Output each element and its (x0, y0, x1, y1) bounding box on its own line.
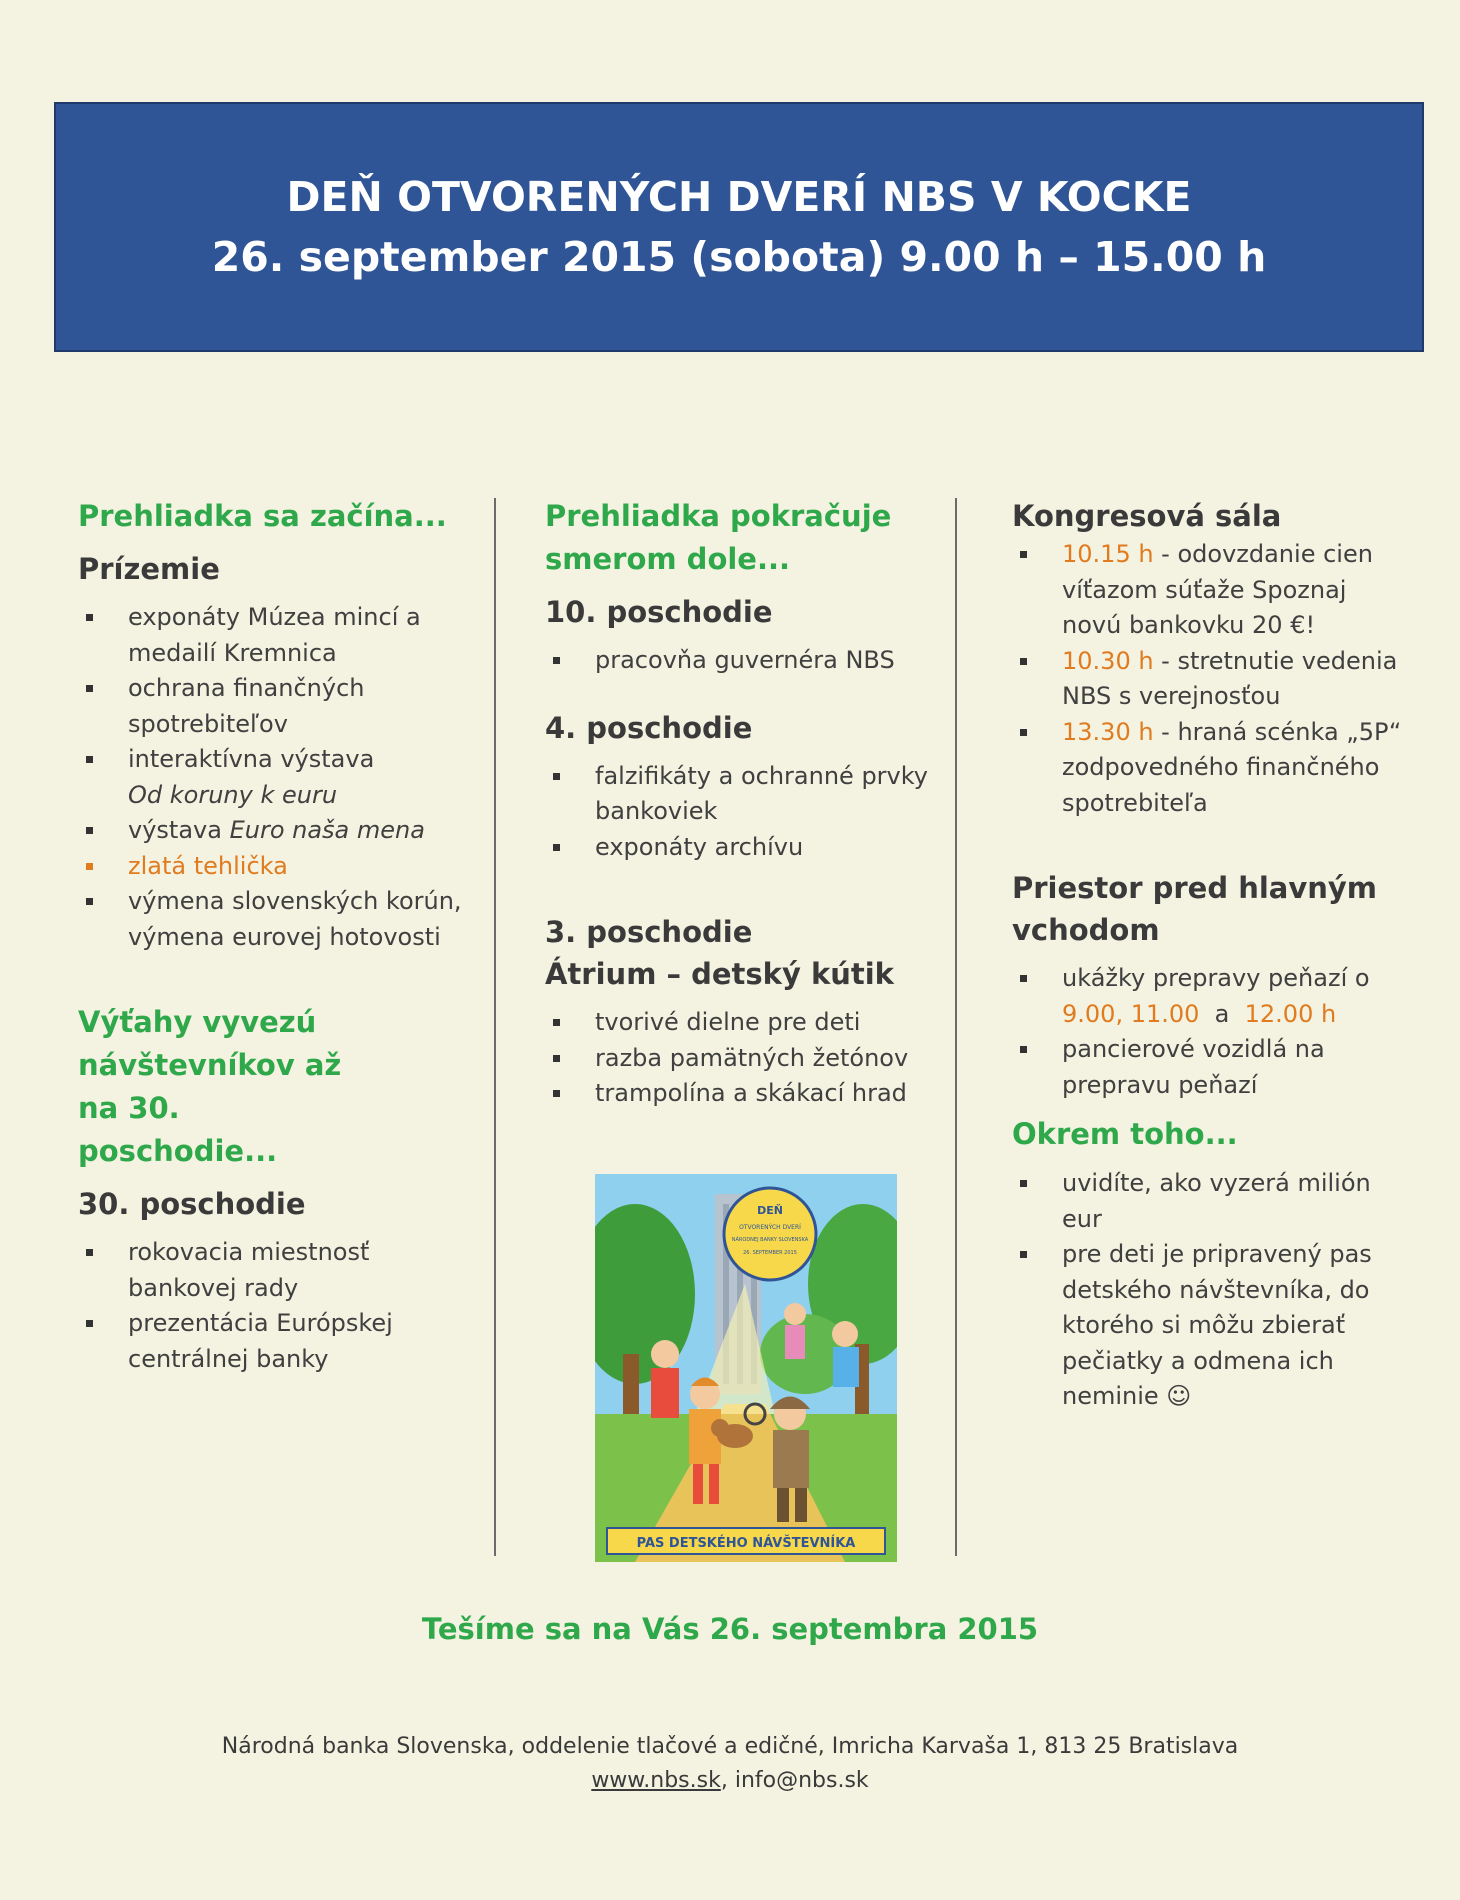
extras-list (1012, 1166, 1412, 1415)
floor-4-heading: 4. poschodie (545, 710, 753, 745)
column-upper-floors (545, 495, 945, 1112)
passport-label: PAS DETSKÉHO NÁVŠTEVNÍKA (636, 1536, 856, 1551)
column-congress-hall (1012, 495, 1412, 1415)
list-item: pre deti je pripravený pas detského návštevníka, do ktorého si môžu zbierať pečiatky a odmena ich neminie ☺ (1012, 1237, 1412, 1415)
floor-3-list (545, 1005, 945, 1112)
footer-address: Národná banka Slovenska, oddelenie tlačové a edičné, Imricha Karvaša 1, 813 25 Bratislava (221, 1734, 1239, 1759)
badge-line-3: NÁRODNEJ BANKY SLOVENSKA (731, 1237, 809, 1243)
ground-floor-heading: Prízemie (78, 552, 220, 586)
passport-illustration-art (595, 1174, 897, 1562)
list-item: výmena slovenských korún, výmena eurovej hotovosti (78, 884, 478, 955)
time-label: 13.30 h (1062, 717, 1154, 746)
badge-line-2: OTVORENÝCH DVERÍ (739, 1224, 801, 1231)
atrium-heading: Átrium – detský kútik (545, 957, 894, 991)
column-divider-1 (494, 498, 496, 1556)
tour-continue-heading: Prehliadka pokračuje smerom dole... (545, 499, 892, 576)
ground-floor-list (78, 600, 478, 955)
time-label: 10.15 h (1062, 540, 1154, 568)
floor-3-heading: 3. poschodie (545, 915, 753, 949)
badge-line-1: DEŇ (757, 1204, 783, 1217)
lift-heading: Výťahy vyvezú návštevníkov až na 30. poschodie... (78, 1005, 342, 1168)
closing-message: Tešíme sa na Vás 26. septembra 2015 (421, 1612, 1039, 1646)
floor-10-list (545, 643, 945, 679)
list-item: trampolína a skákací hrad (545, 1076, 945, 1112)
list-item: výstava Euro naša mena (78, 813, 478, 849)
email-address[interactable]: info@nbs.sk (734, 1768, 869, 1793)
list-item: razba pamätných žetónov (545, 1041, 945, 1077)
list-item: falzifikáty a ochranné prvky bankoviek (545, 759, 945, 830)
list-item: pancierové vozidlá na prepravu peňazí (1012, 1032, 1412, 1103)
list-item-highlight: zlatá tehlička (78, 849, 478, 885)
list-item: 13.30 h - hraná scénka „5P“ zodpovedného finančného spotrebiteľa (1012, 715, 1412, 822)
entrance-heading: Priestor pred hlavným vchodom (1012, 871, 1378, 947)
title-banner (54, 102, 1424, 352)
footer-contact: Národná banka Slovenska, oddelenie tlačové a edičné, Imricha Karvaša 1, 813 25 Bratislava www.nbs.sk, info@nbs.sk (0, 1730, 1460, 1798)
congress-hall-heading: Kongresová sála (1012, 499, 1282, 533)
floor-4-list (545, 759, 945, 866)
extras-heading: Okrem toho... (1012, 1117, 1238, 1151)
badge-line-4: 26. SEPTEMBER 2015 (743, 1250, 797, 1256)
column-ground-floor (78, 495, 478, 1377)
list-item: interaktívna výstava Od koruny k euru (78, 742, 478, 813)
list-item: ochrana finančných spotrebiteľov (78, 671, 478, 742)
entrance-list (1012, 961, 1412, 1103)
list-item: ukážky prepravy peňazí o 9.00, 11.00 a 12.00 h (1012, 961, 1412, 1032)
floor-30-list (78, 1235, 478, 1377)
floor-10-heading: 10. poschodie (545, 595, 773, 629)
tour-start-heading: Prehliadka sa začína... (78, 499, 447, 533)
list-item: 10.30 h - stretnutie vedenia NBS s verejnosťou (1012, 644, 1412, 715)
list-item: uvidíte, ako vyzerá milión eur (1012, 1166, 1412, 1237)
list-item: tvorivé dielne pre deti (545, 1005, 945, 1041)
time-label: 10.30 h (1062, 646, 1154, 675)
banner-date: 26. september 2015 (sobota) 9.00 h – 15.00 h (211, 233, 1267, 281)
banner-title: DEŇ OTVORENÝCH DVERÍ NBS V KOCKE (286, 173, 1192, 221)
list-item: 10.15 h - odovzdanie cien víťazom súťaže Spoznaj novú bankovku 20 €! (1012, 537, 1412, 644)
list-item: exponáty archívu (545, 830, 945, 866)
list-item: exponáty Múzea mincí a medailí Kremnica (78, 600, 478, 671)
passport-illustration (595, 1174, 897, 1562)
floor-30-heading: 30. poschodie (78, 1187, 306, 1221)
column-divider-2 (955, 498, 957, 1556)
congress-hall-list (1012, 537, 1412, 821)
list-item: pracovňa guvernéra NBS (545, 643, 945, 679)
list-item: rokovacia miestnosť bankovej rady (78, 1235, 478, 1306)
website-link[interactable]: www.nbs.sk (591, 1768, 721, 1793)
list-item: prezentácia Európskej centrálnej banky (78, 1306, 478, 1377)
